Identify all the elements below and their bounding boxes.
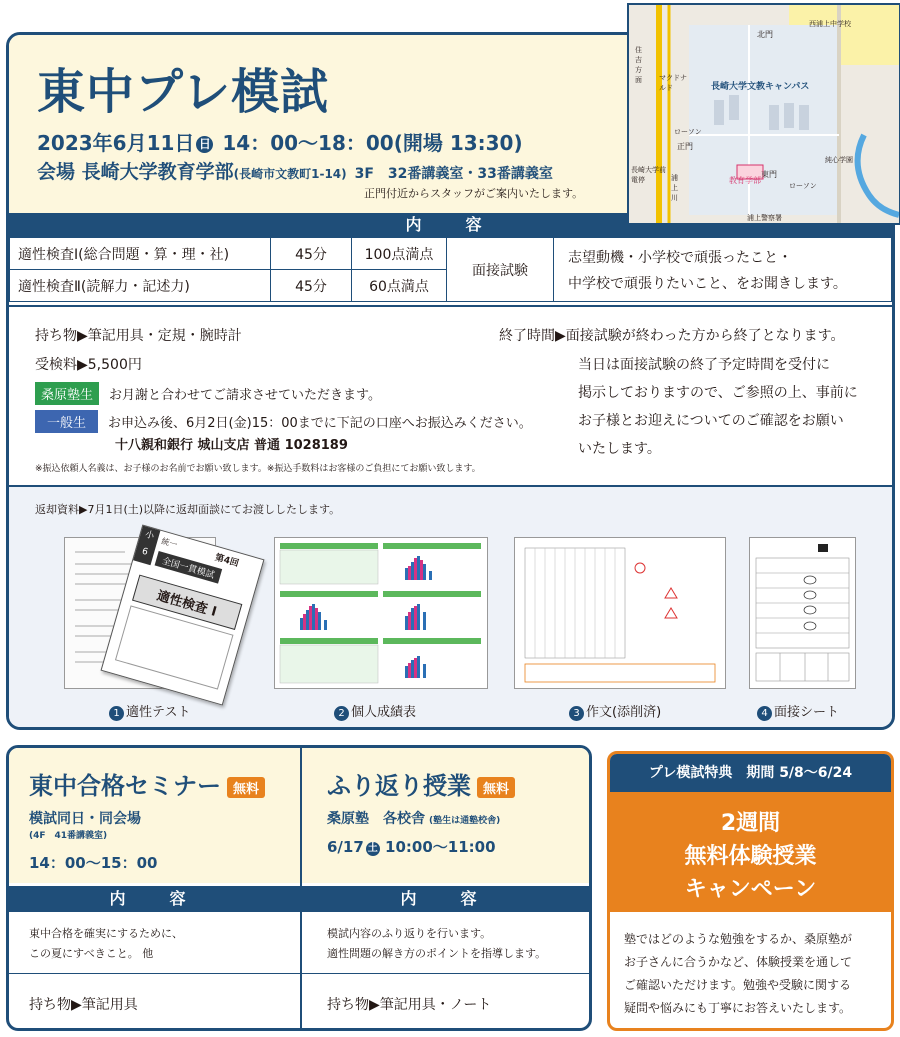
interview-desc-line: 中学校で頑張りたいこと、をお聞きします。	[568, 275, 847, 292]
map-campus: 長崎大学文教キャンパス	[711, 82, 810, 92]
review-header	[302, 748, 589, 883]
venue-address: (長崎市文教町1-14)	[233, 167, 347, 181]
review-date-text: 6/17	[327, 838, 364, 856]
bank-account: 十八親和銀行 城山支店 普通 1028189	[115, 438, 348, 453]
score-report-graphics	[275, 538, 487, 688]
exam-subject: 適性検査Ⅰ(総合問題・算・理・社)	[10, 238, 271, 270]
member-note: お月謝と合わせてご請求させていただきます。	[109, 388, 381, 403]
item-number: 2	[334, 706, 349, 721]
exam-points: 60点満点	[352, 270, 447, 302]
grade-small: 小	[143, 529, 156, 542]
seminar-desc	[29, 924, 183, 964]
page-title: 東中プレ模試	[37, 64, 330, 120]
seminar-title-text: 東中合格セミナー	[29, 772, 221, 800]
map-river: 浦上川	[671, 174, 678, 202]
fee: 受検料▶5,500円	[35, 357, 142, 373]
interview-label: 面接試験	[447, 238, 554, 302]
interview-grid	[750, 538, 855, 688]
map-main-gate: 正門	[677, 142, 693, 151]
guide-note: 正門付近からスタッフがご案内いたします。	[364, 187, 584, 200]
interview-desc	[554, 238, 892, 302]
campaign-desc-line: 塾ではどのような勉強をするか、桑原塾が	[624, 932, 853, 946]
item-number: 1	[109, 706, 124, 721]
time-text: 14：00〜18：00(開場 13:30)	[215, 131, 523, 155]
event-date	[37, 127, 523, 156]
seminar-box	[6, 745, 592, 1031]
grade-num: 6	[140, 546, 149, 558]
end-time: 終了時間▶面接試験が終わった方から終了となります。	[499, 328, 845, 344]
content-bar: 内 容	[9, 213, 892, 237]
item-label: 面接シート	[774, 705, 840, 720]
booklet-series: 統一	[160, 536, 179, 550]
free-badge: 無料	[227, 777, 265, 798]
review-time: 10:00〜11:00	[379, 838, 496, 856]
returns-section	[9, 485, 892, 730]
map-tram: 長崎大学前電停	[631, 166, 666, 184]
end-text: お子様とお迎えについてのご確認をお願い	[578, 413, 844, 429]
belongings: 持ち物▶筆記用具・定規・腕時計	[35, 328, 242, 344]
review-title-text: ふり返り授業	[327, 772, 471, 800]
venue-label: 会場 長崎大学教育学部	[37, 161, 234, 183]
seminar-column	[9, 748, 302, 1028]
review-desc-line: 適性問題の解き方のポイントを指導します。	[327, 947, 547, 960]
map-sumiyoshi: 住吉方面	[635, 46, 642, 84]
returns-heading: 返却資料▶7月1日(土)以降に返却面談にてお渡ししたします。	[35, 503, 341, 516]
end-text: いたします。	[578, 441, 661, 457]
review-sub-small: (塾生は通塾校舎)	[429, 816, 501, 826]
seminar-desc-line: この夏にすべきこと。 他	[29, 947, 154, 960]
campaign-desc	[624, 928, 852, 1020]
caption-essay	[569, 701, 661, 721]
seminar-header	[9, 748, 300, 883]
review-column	[302, 748, 589, 1028]
exam-minutes: 45分	[271, 270, 352, 302]
exam-points: 100点満点	[352, 238, 447, 270]
booklet-round: 第4回	[213, 552, 240, 570]
item-number: 4	[757, 706, 772, 721]
footnote: ※振込依頼人名義は、お子様のお名前でお願い致します。※振込手数料はお客様のご負担にてお願い致します。	[35, 464, 481, 474]
caption-aptitude-test	[109, 701, 190, 721]
caption-interview-sheet	[757, 701, 839, 721]
essay-grid	[515, 538, 725, 688]
campaign-desc-line: お子さんに合うかなど、体験授業を通して	[624, 955, 853, 969]
divider	[9, 973, 300, 974]
seminar-content-bar: 内 容	[9, 886, 300, 912]
campaign-desc-line: 疑問や悩みにも丁寧にお答えいたします。	[624, 1001, 852, 1015]
campaign-big: 2週間	[720, 811, 781, 836]
map-junshin: 純心学園	[825, 156, 853, 164]
campaign-big: 無料体験授業	[684, 844, 817, 869]
interview-sheet	[749, 537, 856, 689]
venue-rooms: 3F 32番講義室・33番講義室	[354, 166, 553, 182]
review-sub-text: 桑原塾 各校舎	[327, 811, 425, 827]
item-label: 個人成績表	[351, 705, 417, 720]
end-text: 当日は面接試験の終了予定時間を受付に	[578, 357, 830, 373]
item-label: 適性テスト	[126, 705, 191, 720]
campaign-banner	[610, 792, 891, 912]
exam-minutes: 45分	[271, 238, 352, 270]
seminar-title	[29, 766, 265, 801]
date-text: 2023年6月11日	[37, 131, 195, 155]
access-map	[627, 3, 900, 225]
map-school: 西浦上中学校	[809, 20, 851, 28]
venue	[37, 157, 553, 184]
map-mcdonalds: マクドナルド	[659, 74, 687, 92]
exam-subject: 適性検査Ⅱ(読解力・記述力)	[10, 270, 271, 302]
end-text: 掲示しておりますので、ご参照の上、事前に	[578, 385, 858, 401]
map-police: 浦上警察署	[747, 214, 782, 222]
essay-sheet	[514, 537, 726, 689]
review-content-bar: 内 容	[302, 886, 589, 912]
seminar-bring: 持ち物▶筆記用具	[29, 997, 138, 1013]
day-badge: 土	[367, 843, 378, 854]
review-title	[327, 766, 515, 801]
free-badge: 無料	[477, 777, 515, 798]
seminar-time: 14：00〜15：00	[29, 854, 158, 872]
item-label: 作文(添削済)	[586, 705, 662, 720]
score-report	[274, 537, 488, 689]
review-sub	[327, 808, 500, 828]
general-note: お申込み後、6月2日(金)15：00までに下記の口座へお振込みください。	[108, 416, 532, 431]
map-north-gate: 北門	[757, 30, 773, 39]
campaign-desc-line: ご確認いただけます。勉強や受験に関する	[624, 978, 852, 992]
day-badge: 日	[196, 136, 213, 153]
review-bring: 持ち物▶筆記用具・ノート	[327, 997, 492, 1013]
map-east-gate: 東門	[761, 170, 777, 179]
item-number: 3	[569, 706, 584, 721]
seminar-room: (4F 41番講義室)	[29, 831, 108, 841]
review-desc-line: 模試内容のふり返りを行います。	[327, 927, 492, 940]
general-line	[35, 410, 532, 433]
map-education: 教育学部	[729, 176, 761, 185]
map-lawson: ローソン	[674, 128, 702, 136]
campaign-header: プレ模試特典 期間 5/8〜6/24	[610, 754, 891, 792]
review-date	[327, 836, 496, 857]
campaign-big: キャンペーン	[684, 877, 817, 902]
map-lawson: ローソン	[789, 182, 817, 190]
seminar-desc-line: 東中合格を確実にするために、	[29, 927, 183, 940]
member-line	[35, 382, 381, 405]
campaign-box	[607, 751, 894, 1031]
interview-desc-line: 志望動機・小学校で頑張ったこと・	[568, 249, 792, 266]
info-section	[9, 305, 892, 485]
general-tag: 一般生	[35, 410, 98, 433]
seminar-sub: 模試同日・同会場	[29, 811, 141, 827]
table-row	[10, 238, 892, 270]
caption-score-report	[334, 701, 416, 721]
booklet-name: 全国一貫模試	[155, 551, 223, 584]
exam-table	[9, 237, 892, 302]
divider	[302, 973, 589, 974]
booklet-title: 適性検査 Ⅰ	[132, 575, 242, 630]
review-desc	[327, 924, 546, 964]
member-tag: 桑原塾生	[35, 382, 99, 405]
